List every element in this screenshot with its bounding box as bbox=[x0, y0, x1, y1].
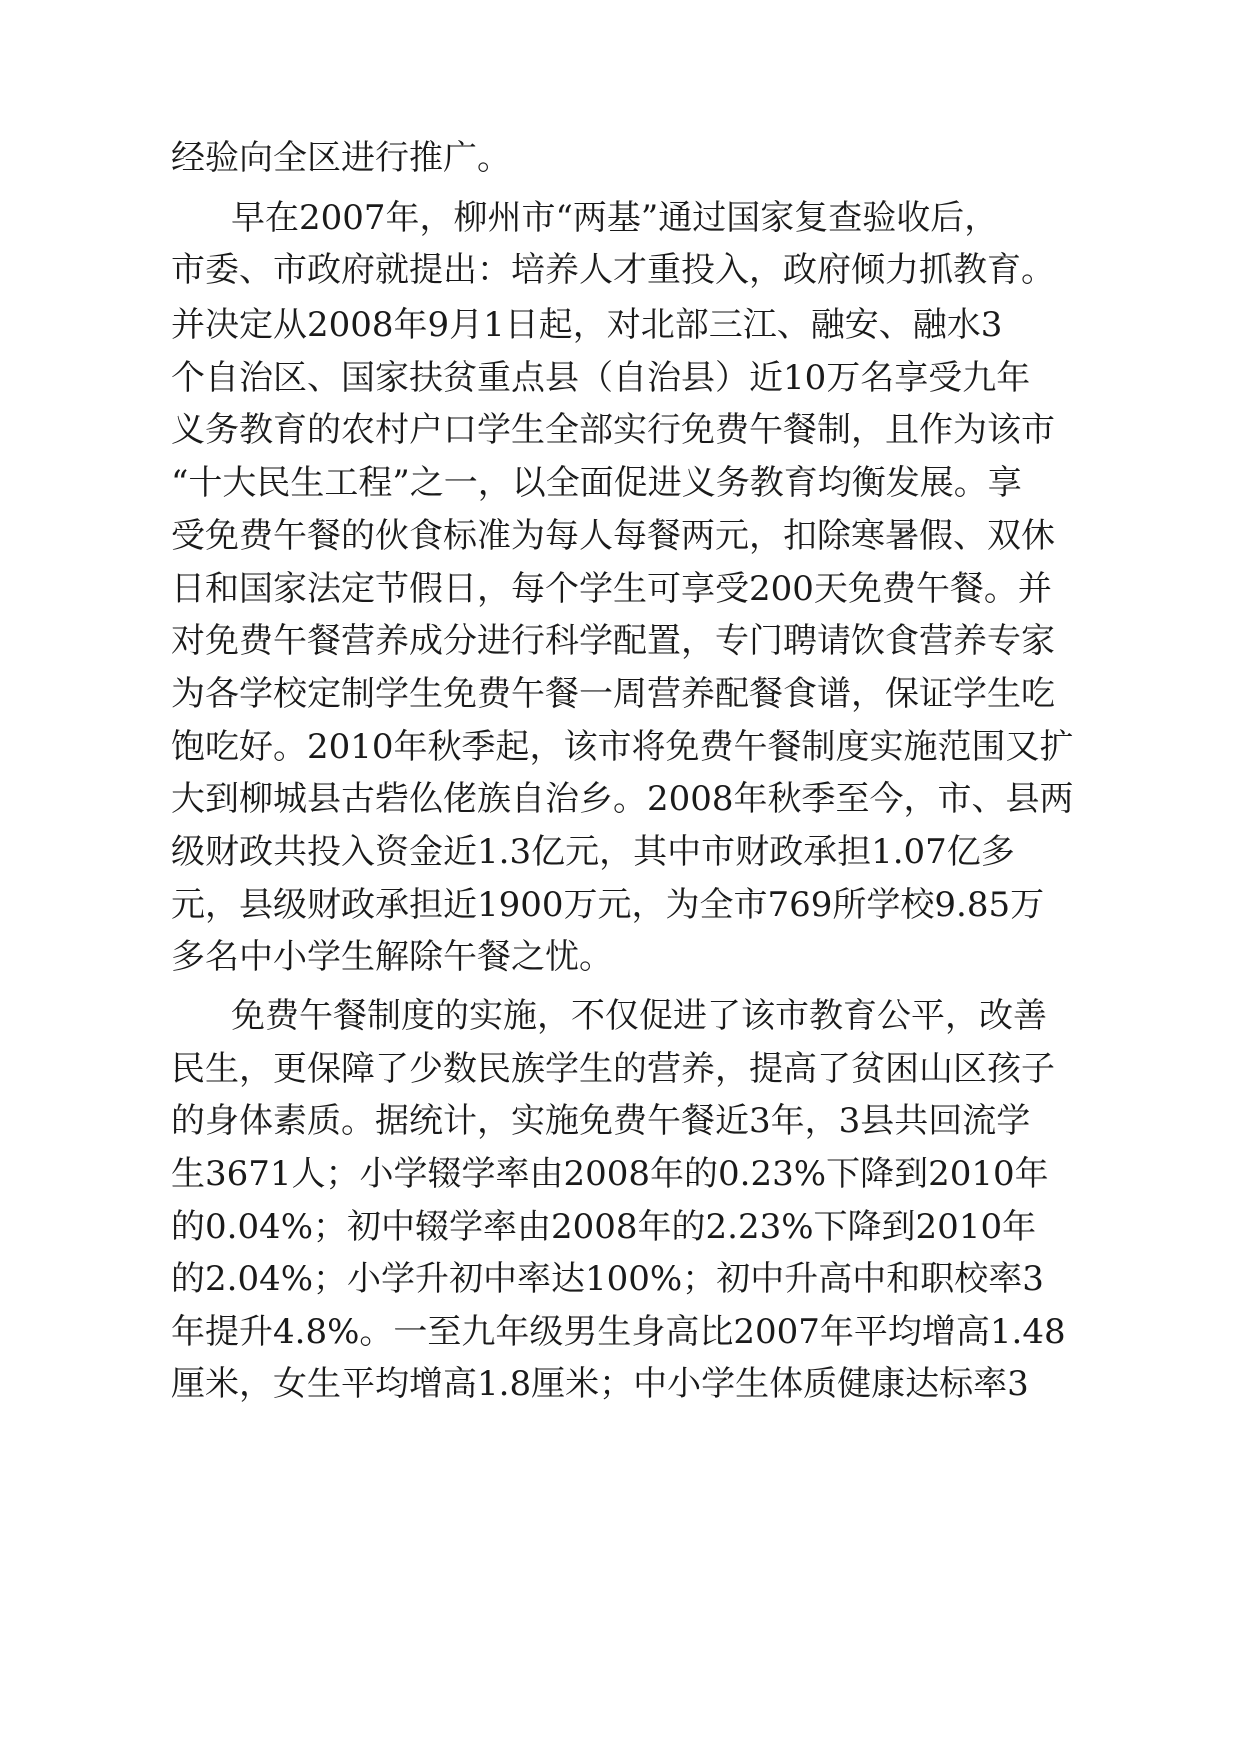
text-line: 市委、市政府就提出：培养人才重投入，政府倾力抓教育。 bbox=[171, 250, 1055, 290]
text-line: 饱吃好。2010年秋季起，该市将免费午餐制度实施范围又扩 bbox=[171, 727, 1074, 767]
text-line: 级财政共投入资金近1.3亿元，其中市财政承担1.07亿多 bbox=[171, 832, 1015, 872]
text-line: 经验向全区进行推广。 bbox=[171, 138, 511, 178]
text-line: 免费午餐制度的实施，不仅促进了该市教育公平，改善 bbox=[231, 996, 1047, 1036]
text-line: 受免费午餐的伙食标准为每人每餐两元，扣除寒暑假、双休 bbox=[171, 516, 1055, 556]
text-line: 多名中小学生解除午餐之忧。 bbox=[171, 937, 613, 977]
text-line: 的2.04%；小学升初中率达100%；初中升高中和职校率3 bbox=[171, 1259, 1044, 1299]
text-line: 的身体素质。据统计，实施免费午餐近3年，3县共回流学 bbox=[171, 1101, 1031, 1141]
text-line: 为各学校定制学生免费午餐一周营养配餐食谱，保证学生吃 bbox=[171, 674, 1055, 714]
text-line: 年提升4.8%。一至九年级男生身高比2007年平均增高1.48 bbox=[171, 1312, 1066, 1352]
text-line: 并决定从2008年9月1日起，对北部三江、融安、融水3 bbox=[171, 305, 1003, 345]
text-line: 对免费午餐营养成分进行科学配置，专门聘请饮食营养专家 bbox=[171, 621, 1055, 661]
text-line: “十大民生工程”之一，以全面促进义务教育均衡发展。享 bbox=[171, 463, 1022, 503]
text-line: 早在2007年，柳州市“两基”通过国家复查验收后， bbox=[231, 198, 999, 238]
text-line: 厘米，女生平均增高1.8厘米；中小学生体质健康达标率3 bbox=[171, 1364, 1029, 1404]
text-line: 日和国家法定节假日，每个学生可享受200天免费午餐。并 bbox=[171, 569, 1052, 609]
text-line: 大到柳城县古砦仫佬族自治乡。2008年秋季至今，市、县两 bbox=[171, 779, 1074, 819]
text-line: 的0.04%；初中辍学率由2008年的2.23%下降到2010年 bbox=[171, 1207, 1037, 1247]
text-line: 元，县级财政承担近1900万元，为全市769所学校9.85万 bbox=[171, 885, 1045, 925]
text-line: 民生，更保障了少数民族学生的营养，提高了贫困山区孩子 bbox=[171, 1049, 1055, 1089]
text-line: 个自治区、国家扶贫重点县（自治县）近10万名享受九年 bbox=[171, 358, 1031, 398]
text-line: 义务教育的农村户口学生全部实行免费午餐制，且作为该市 bbox=[171, 410, 1055, 450]
text-line: 生3671人；小学辍学率由2008年的0.23%下降到2010年 bbox=[171, 1154, 1049, 1194]
